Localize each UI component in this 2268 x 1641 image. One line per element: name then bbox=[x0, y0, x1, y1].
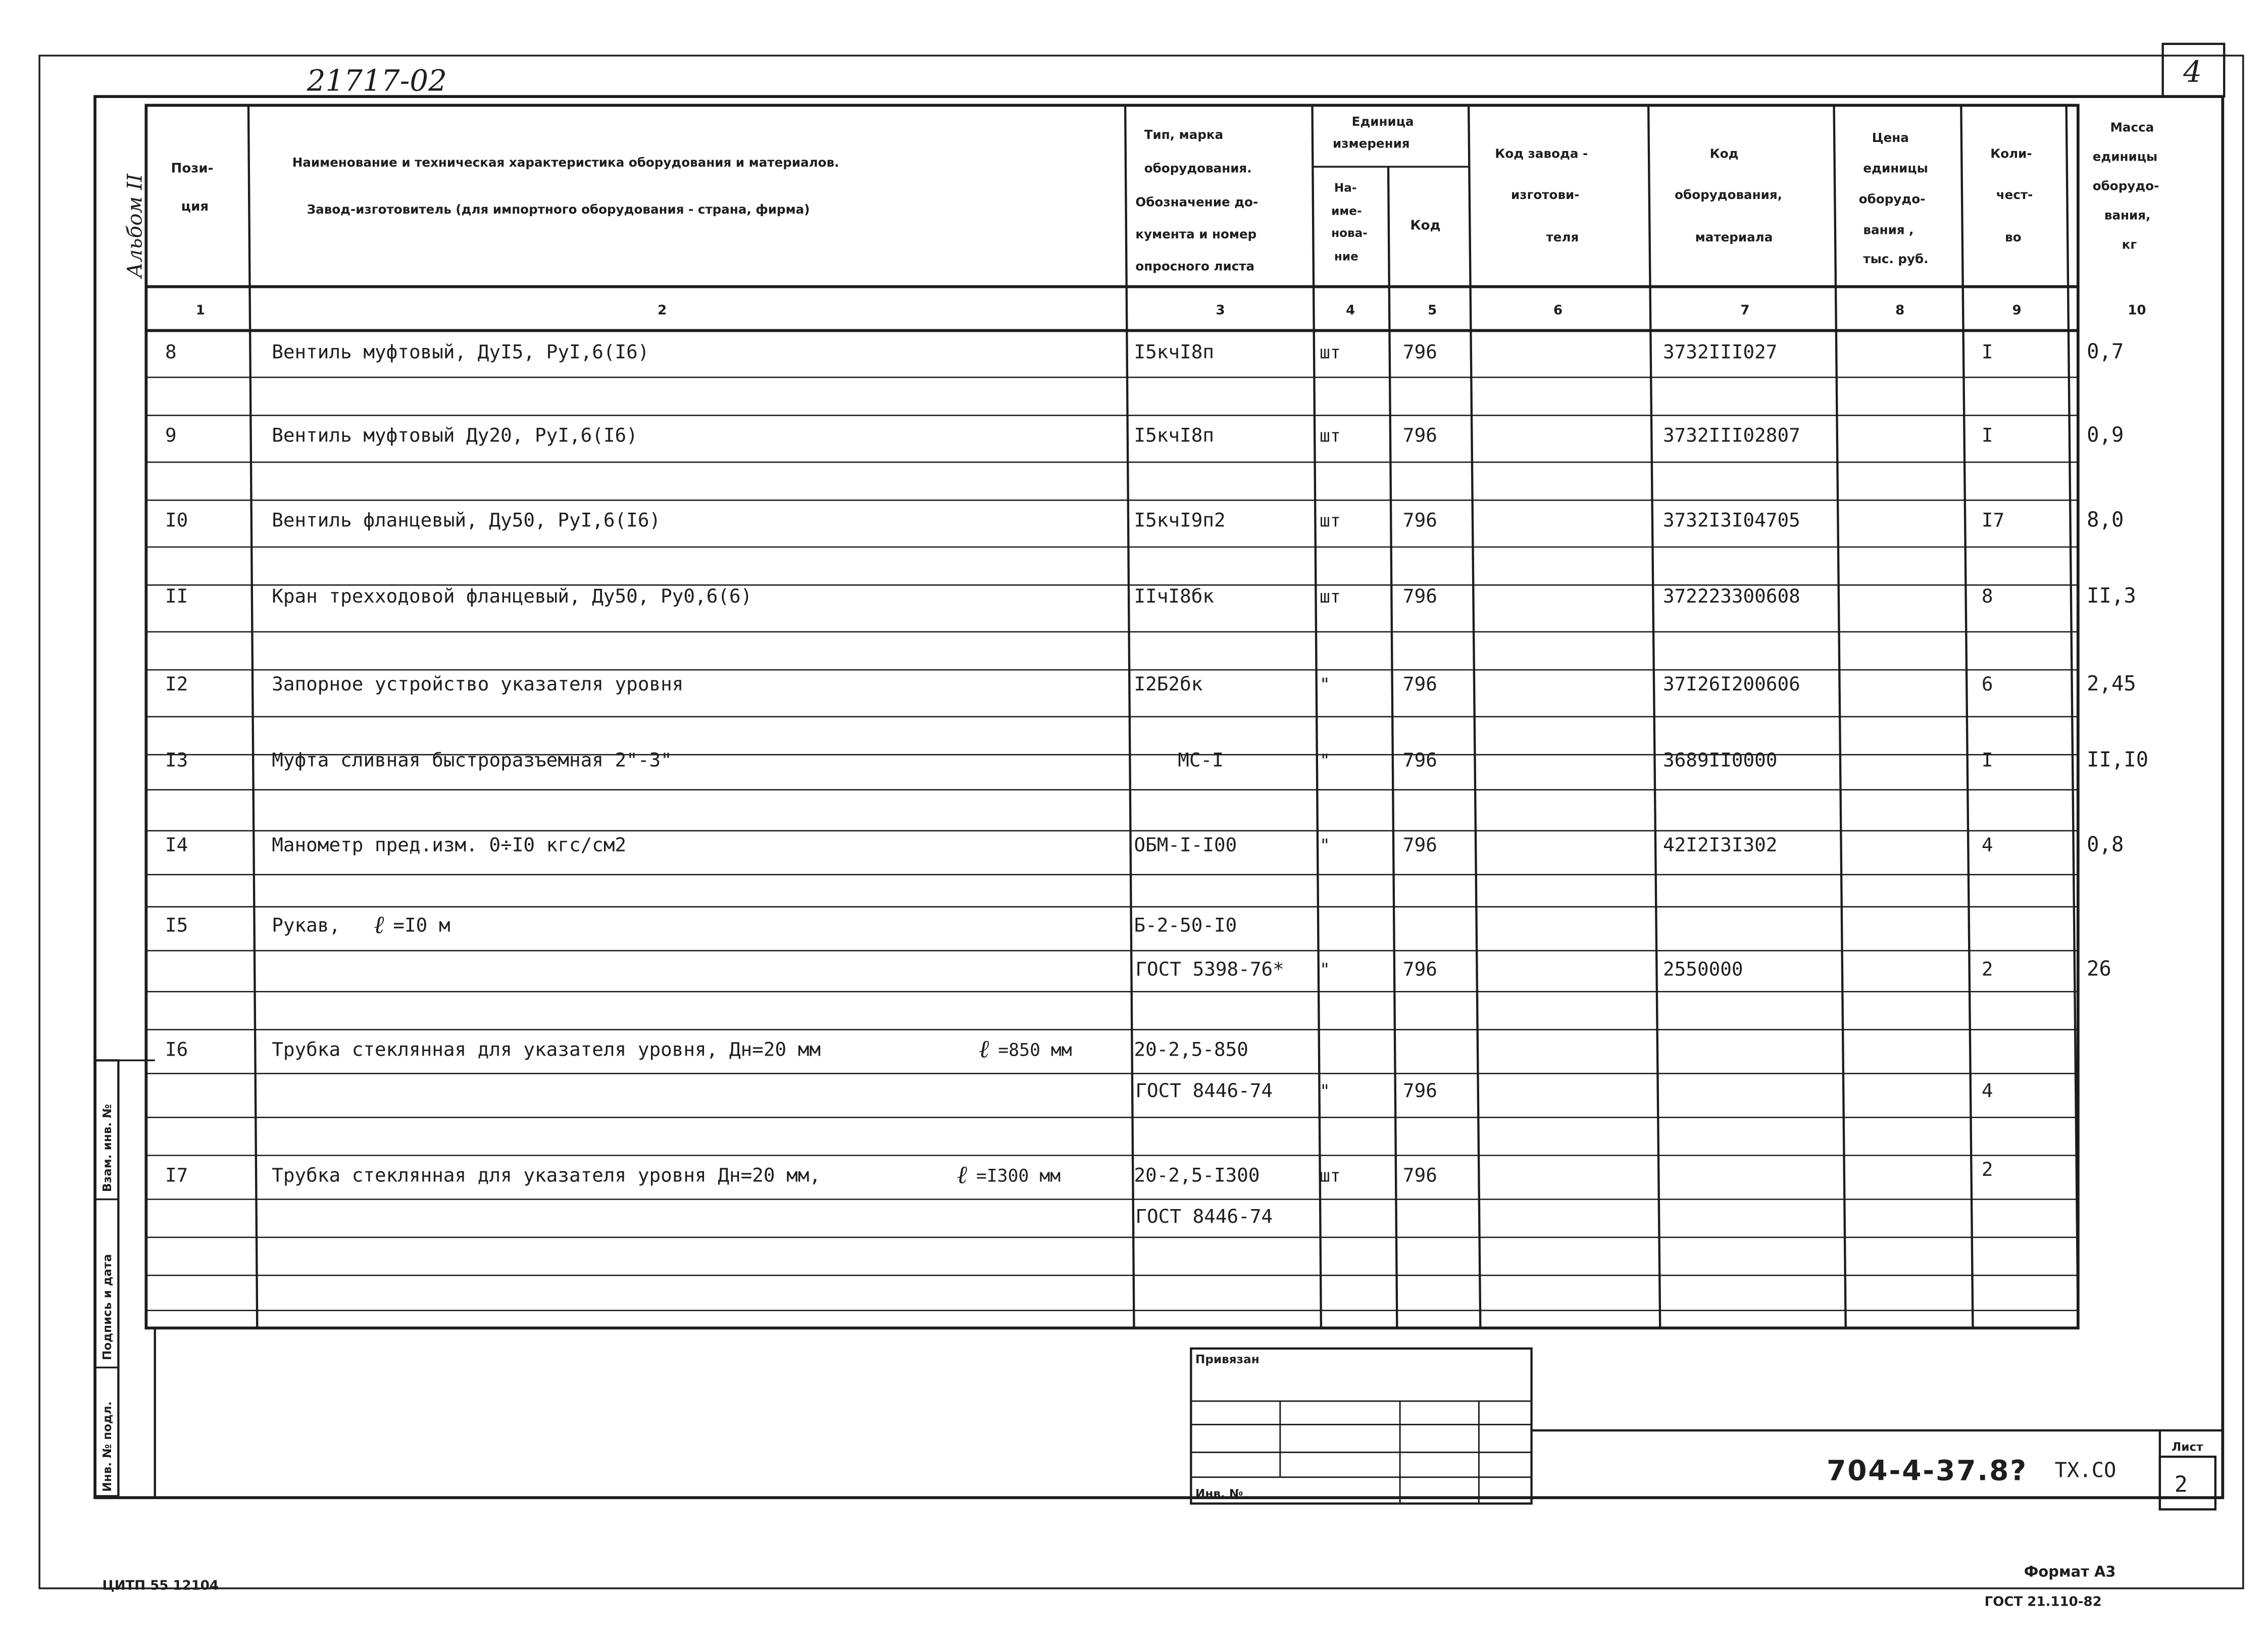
row-position: I0 bbox=[165, 509, 188, 531]
table-row bbox=[165, 832, 2124, 856]
row-name: Муфта сливная быстроразъемная 2"-3" bbox=[272, 749, 672, 771]
row-unit-code: 796 bbox=[1402, 424, 1437, 446]
row-name: Запорное устройство указателя уровня bbox=[272, 672, 684, 695]
row-quantity: I bbox=[1981, 340, 1993, 363]
doc-number-handwritten: 21717-02 bbox=[307, 63, 447, 98]
designation: 704-4-37.8? bbox=[1827, 1454, 2028, 1487]
row-type: IIчI8бк bbox=[1134, 585, 1215, 608]
row-name: Вентиль муфтовый, ДуI5, РуI,6(I6) bbox=[272, 340, 649, 363]
row-position: I4 bbox=[165, 833, 188, 856]
column-number: 3 bbox=[1216, 303, 1225, 318]
row-equipment-code: 3732I3I04705 bbox=[1663, 509, 1800, 531]
row-unit: шт bbox=[1319, 587, 1341, 608]
row-unit: шт bbox=[1319, 426, 1341, 446]
column-number: 1 bbox=[195, 303, 205, 318]
row-equipment-code: 3732III02807 bbox=[1663, 424, 1800, 446]
title-block bbox=[155, 1328, 2223, 1509]
row-name-suffix: =I0 м bbox=[393, 914, 450, 936]
side-stamp-inv: Инв. № подл. bbox=[100, 1401, 114, 1492]
row-equipment-code: 3732III027 bbox=[1663, 340, 1778, 363]
row-type: I5кчI9п2 bbox=[1134, 509, 1226, 531]
row-type: МС-I bbox=[1178, 749, 1224, 771]
length-symbol: ℓ bbox=[374, 910, 385, 939]
row-quantity: I bbox=[1981, 424, 1993, 446]
row-name: Вентиль фланцевый, Ду50, РуI,6(I6) bbox=[272, 509, 661, 531]
header-unit-name: На- име- нова- ние bbox=[1331, 181, 1368, 264]
header-maker-code: Код завода - изготови- теля bbox=[1495, 146, 1588, 244]
row-equipment-code: 2550000 bbox=[1663, 958, 1743, 980]
row-position: I3 bbox=[165, 749, 188, 771]
column-number: 2 bbox=[658, 303, 667, 318]
row-name: Кран трехходовой фланцевый, Ду50, Ру0,6(6) bbox=[272, 585, 752, 608]
row-type-document: ГОСТ 8446-74 bbox=[1135, 1205, 1273, 1227]
row-name: Манометр пред.изм. 0÷I0 кгс/см2 bbox=[272, 833, 627, 856]
row-type: I5кчI8п bbox=[1134, 424, 1215, 446]
length-symbol: ℓ bbox=[979, 1034, 990, 1064]
table-row bbox=[165, 507, 2124, 531]
row-position: II bbox=[165, 585, 188, 608]
row-unit-code: 796 bbox=[1402, 585, 1437, 608]
row-type: ОБМ-I-I00 bbox=[1134, 833, 1237, 856]
column-number: 7 bbox=[1740, 303, 1750, 318]
row-unit-code: 796 bbox=[1402, 672, 1437, 695]
header-unit-group: Единица измерения bbox=[1333, 114, 1414, 151]
stamp-inv: Инв. № bbox=[1195, 1487, 1243, 1501]
row-name-suffix: =I300 мм bbox=[976, 1166, 1061, 1186]
row-unit-code: 796 bbox=[1402, 509, 1437, 531]
row-quantity: I bbox=[1981, 749, 1993, 771]
col-divider bbox=[1388, 167, 1397, 1328]
row-unit: шт bbox=[1319, 511, 1341, 531]
row-unit-code: 796 bbox=[1402, 833, 1437, 856]
column-number: 4 bbox=[1346, 303, 1355, 318]
table-row bbox=[165, 583, 2136, 608]
row-unit: шт bbox=[1319, 1166, 1341, 1186]
column-number: 5 bbox=[1428, 303, 1437, 318]
row-quantity: 2 bbox=[1981, 1158, 1993, 1181]
row-quantity: 2 bbox=[1981, 958, 1993, 980]
row-name: Трубка стеклянная для указателя уровня, Дн=20 мм bbox=[272, 1038, 821, 1061]
header-name-1: Наименование и техническая характеристика оборудования и материалов. bbox=[292, 155, 839, 170]
row-quantity: 8 bbox=[1981, 585, 1993, 608]
row-type: I2Б2бк bbox=[1134, 672, 1203, 695]
row-mass: 8,0 bbox=[2087, 507, 2124, 532]
row-mass: 2,45 bbox=[2087, 671, 2136, 695]
table-row bbox=[165, 339, 2124, 363]
table-row bbox=[165, 910, 2111, 980]
row-unit-code: 796 bbox=[1402, 1164, 1437, 1186]
format-label: Формат А3 bbox=[2024, 1563, 2116, 1580]
table-row bbox=[165, 1034, 1993, 1102]
row-type-document: ГОСТ 8446-74 bbox=[1135, 1079, 1273, 1102]
column-number: 9 bbox=[2012, 303, 2022, 318]
row-quantity: 4 bbox=[1981, 1079, 1993, 1102]
row-unit: " bbox=[1319, 960, 1330, 980]
footer-left: ЦИТП 55 12104 bbox=[102, 1578, 219, 1594]
row-position: 9 bbox=[165, 424, 177, 446]
row-equipment-code: 372223300608 bbox=[1663, 585, 1800, 608]
row-mass: II,3 bbox=[2087, 583, 2136, 608]
row-mass: 0,7 bbox=[2087, 339, 2124, 364]
row-name-suffix: =850 мм bbox=[998, 1040, 1072, 1061]
row-type: 20-2,5-I300 bbox=[1134, 1164, 1260, 1186]
side-stamp-replace: Взам. инв. № bbox=[100, 1104, 114, 1192]
header-type: Тип, марка оборудования. Обозначение до- кумента и номер опросного листа bbox=[1135, 127, 1258, 274]
row-type: 20-2,5-850 bbox=[1134, 1038, 1248, 1061]
album-label: Альбом II bbox=[122, 173, 147, 278]
row-unit: шт bbox=[1319, 342, 1341, 363]
header-unit-code: Код bbox=[1410, 218, 1441, 233]
row-mass: 0,9 bbox=[2087, 422, 2124, 447]
row-unit: " bbox=[1319, 835, 1330, 856]
row-name: Рукав, bbox=[272, 914, 341, 936]
row-mass: II,I0 bbox=[2087, 747, 2149, 772]
row-unit-code: 796 bbox=[1402, 958, 1437, 980]
sheet-number: 2 bbox=[2174, 1472, 2188, 1498]
row-position: I2 bbox=[165, 672, 188, 695]
row-type: I5кчI8п bbox=[1134, 340, 1215, 363]
column-number: 10 bbox=[2128, 303, 2146, 318]
table-row bbox=[165, 1158, 1993, 1227]
row-mass: 0,8 bbox=[2087, 832, 2124, 857]
table-row bbox=[165, 422, 2124, 446]
row-equipment-code: 37I26I200606 bbox=[1663, 672, 1800, 695]
row-equipment-code: 42I2I3I302 bbox=[1663, 833, 1778, 856]
header-qty: Коли- чест- во bbox=[1990, 146, 2033, 244]
table-row bbox=[165, 747, 2148, 771]
row-unit-code: 796 bbox=[1402, 1079, 1437, 1102]
row-position: I5 bbox=[165, 914, 188, 936]
row-position: I6 bbox=[165, 1038, 188, 1061]
header-pos: Пози-ция bbox=[171, 161, 214, 214]
corner-sheet-handwritten: 4 bbox=[2183, 55, 2202, 89]
row-unit: " bbox=[1319, 674, 1330, 695]
header-mass: Масса единицы оборудо- вания, кг bbox=[2092, 120, 2159, 252]
row-position: I7 bbox=[165, 1164, 188, 1186]
row-unit: " bbox=[1319, 1081, 1330, 1102]
designation-suffix: ТХ.СО bbox=[2054, 1458, 2116, 1482]
row-type-document: ГОСТ 5398-76* bbox=[1135, 958, 1284, 980]
sheet-label: Лист bbox=[2172, 1440, 2203, 1454]
length-symbol: ℓ bbox=[957, 1160, 968, 1189]
column-number: 6 bbox=[1553, 303, 1563, 318]
row-mass: 26 bbox=[2087, 956, 2111, 981]
row-quantity: 6 bbox=[1981, 672, 1993, 695]
row-equipment-code: 3689II0000 bbox=[1663, 749, 1778, 771]
side-stamp-signature: Подпись и дата bbox=[100, 1254, 114, 1361]
row-type: Б-2-50-I0 bbox=[1134, 914, 1237, 936]
row-quantity: I7 bbox=[1981, 509, 2005, 531]
row-quantity: 4 bbox=[1981, 833, 1993, 856]
stamp-linked: Привязан bbox=[1195, 1353, 1259, 1366]
gost-label: ГОСТ 21.110-82 bbox=[1984, 1594, 2102, 1610]
row-position: 8 bbox=[165, 340, 177, 363]
row-unit-code: 796 bbox=[1402, 749, 1437, 771]
row-unit-code: 796 bbox=[1402, 340, 1437, 363]
row-name: Вентиль муфтовый Ду20, РуI,6(I6) bbox=[272, 424, 638, 446]
header-price: Цена единицы оборудо- вания , тыс. руб. bbox=[1858, 130, 1929, 267]
header-equip-code: Код оборудования, материала bbox=[1675, 146, 1782, 244]
column-number: 8 bbox=[1895, 303, 1905, 318]
row-name: Трубка стеклянная для указателя уровня Дн=20 мм, bbox=[272, 1164, 821, 1186]
header-name-2: Завод-изготовитель (для импортного оборудования - страна, фирма) bbox=[307, 202, 810, 217]
row-unit: " bbox=[1319, 751, 1330, 771]
